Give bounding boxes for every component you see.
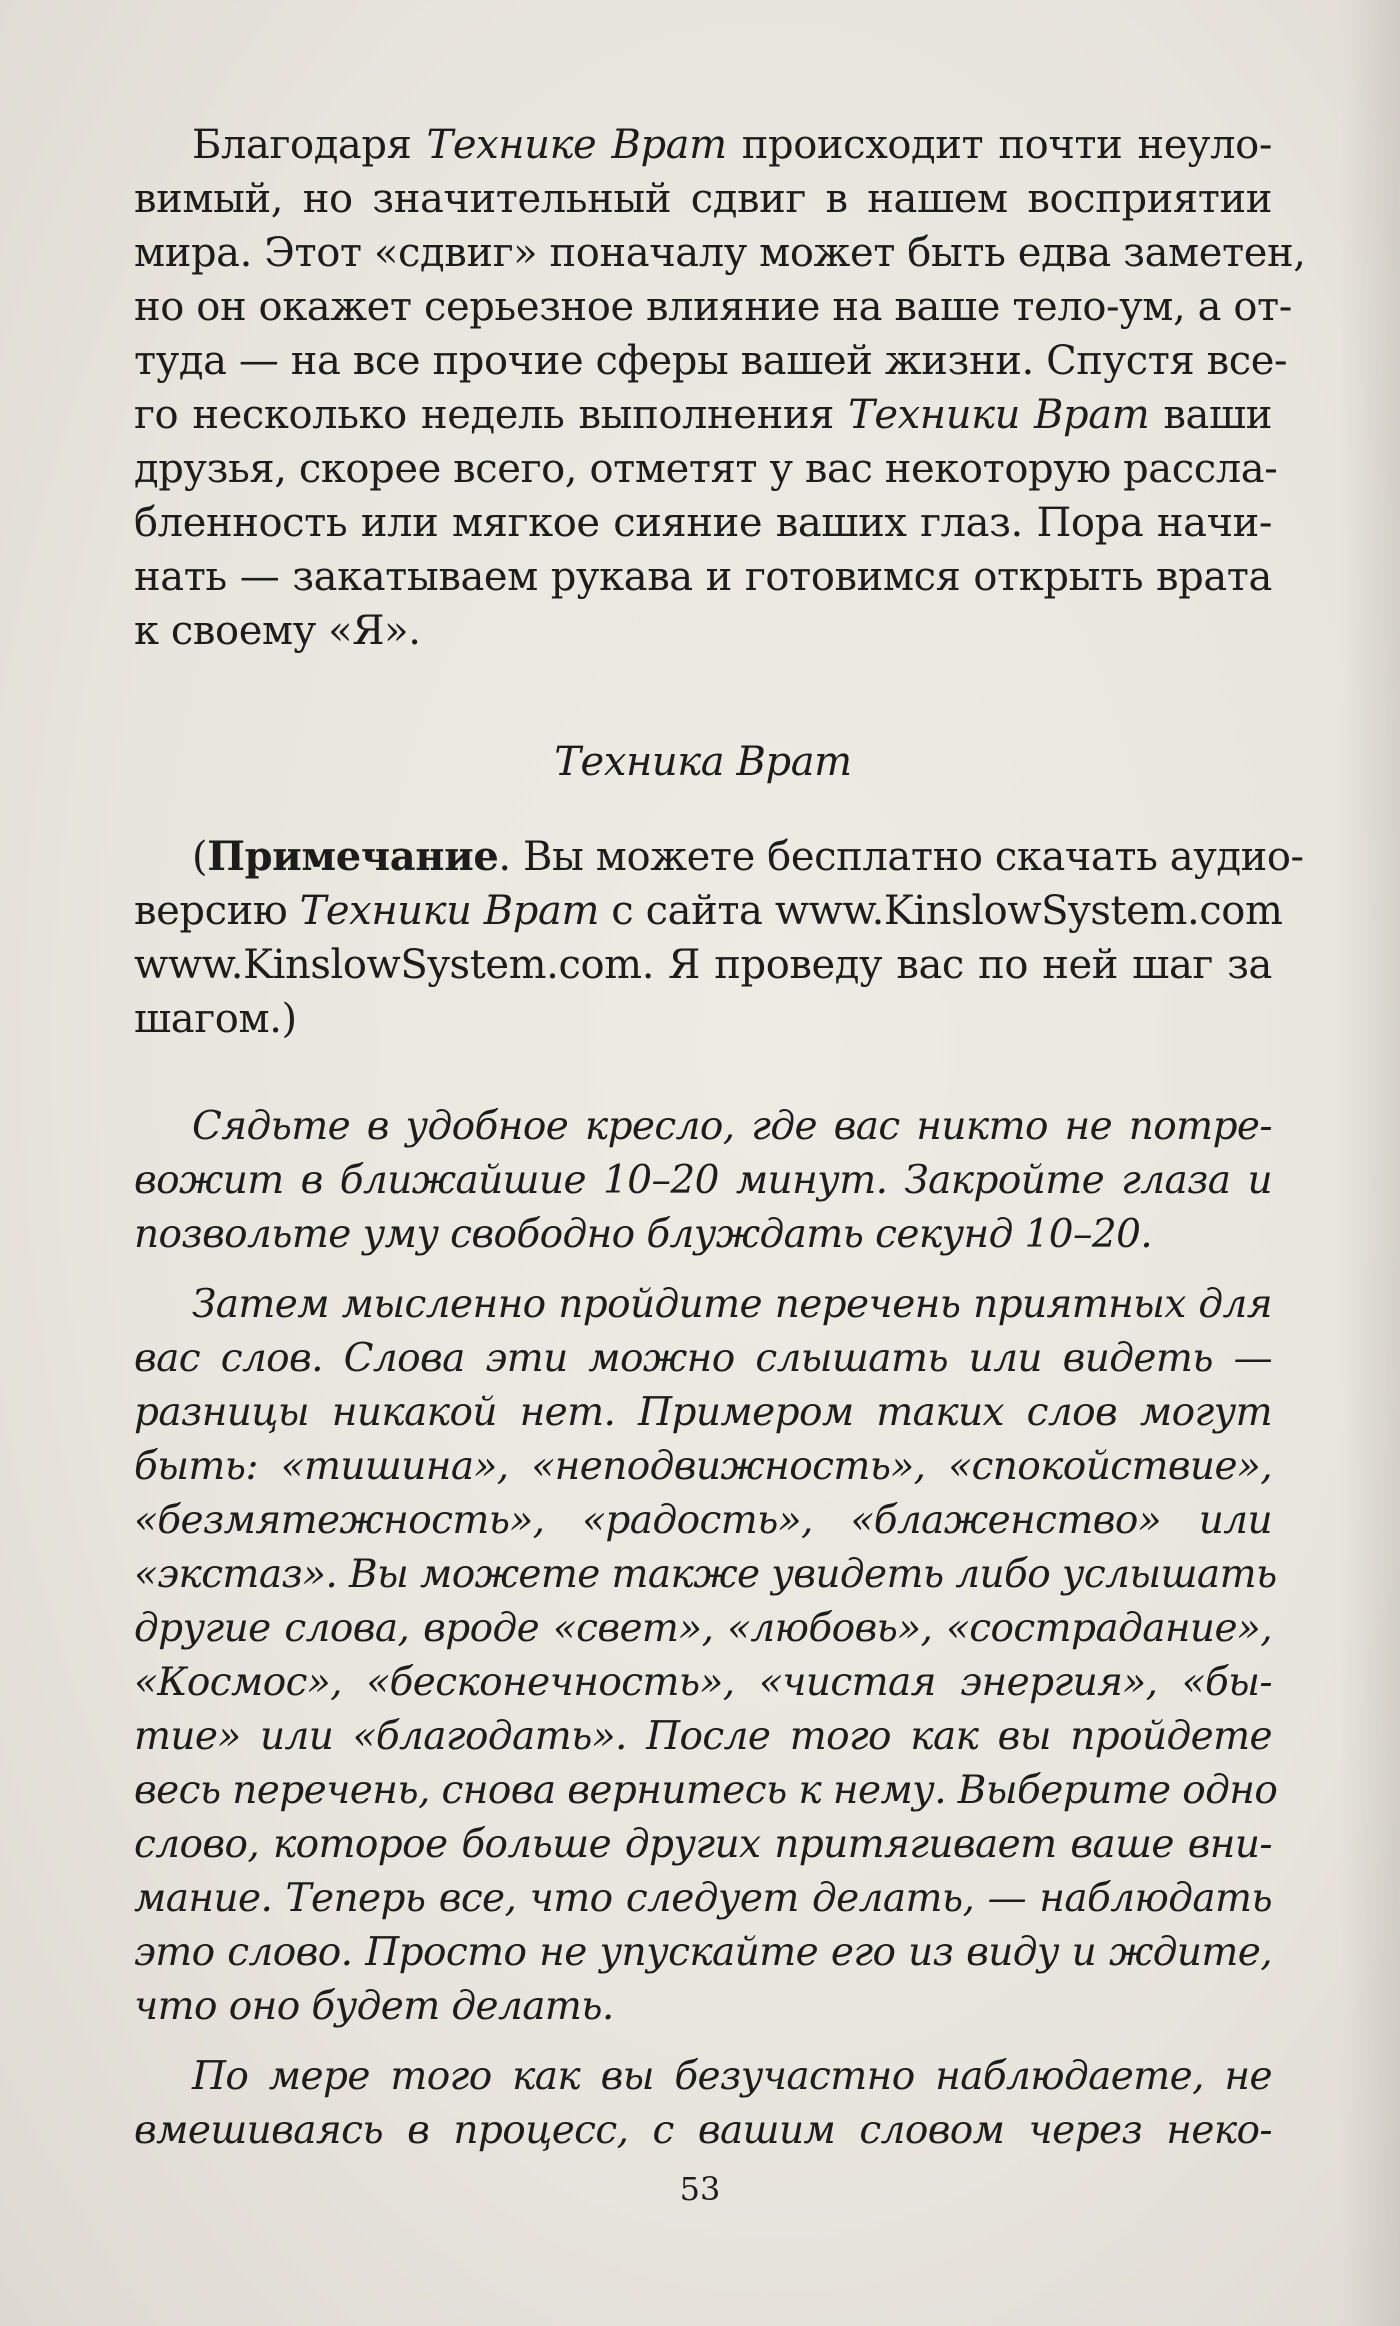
exercise-line: другие слова, вроде «свет», «любовь», «сострадание»,	[134, 1606, 1272, 1651]
intro-text-run: бленность или мягкое сияние ваших глаз. Пора начи-	[134, 500, 1272, 546]
exercise-line: мание. Теперь все, что следует делать, — наблюдать	[134, 1876, 1272, 1921]
note-text-run: . Вы можете бесплатно скачать аудио-	[498, 834, 1304, 880]
intro-text-run: нать — закатываем рукава и готовимся открыть врата	[134, 554, 1272, 600]
note-text-run: Примечание	[207, 833, 499, 880]
page-edge-shadow	[1340, 0, 1400, 2326]
paragraph-gap	[134, 2034, 1272, 2050]
exercise-line: «безмятежность», «радость», «блаженство» или	[134, 1498, 1272, 1543]
note-text-run: Техники Врат	[299, 888, 599, 934]
intro-text-run: происходит почти неуло-	[726, 122, 1272, 168]
intro-line	[134, 442, 1278, 496]
exercise-line: «Космос», «бесконечность», «чистая энергия», «бы-	[134, 1660, 1272, 1705]
exercise-line: весь перечень, снова вернитесь к нему. Выберите одно	[134, 1768, 1278, 1813]
exercise-line: вас слов. Слова эти можно слышать или видеть —	[134, 1336, 1272, 1381]
intro-paragraph	[134, 118, 1306, 658]
intro-line	[134, 280, 1292, 334]
note-text-run: www.KinslowSystem.com. Я проведу вас по ней шаг за	[134, 942, 1272, 988]
intro-line	[134, 496, 1272, 550]
exercise-text	[134, 1100, 1278, 2158]
intro-line	[134, 172, 1272, 226]
note-line	[134, 992, 1272, 1046]
paragraph-gap	[134, 1262, 1272, 1278]
intro-line	[134, 550, 1272, 604]
note-line	[134, 830, 1304, 884]
exercise-line: это слово. Просто не упускайте его из виду и ждите,	[134, 1930, 1272, 1975]
exercise-line: быть: «тишина», «неподвижность», «спокойствие»,	[134, 1444, 1272, 1489]
exercise-line: вожит в ближайшие 10–20 минут. Закройте глаза и	[134, 1158, 1272, 1203]
exercise-line: что оно будет делать.	[134, 1984, 614, 2029]
intro-text-run: мира. Этот «сдвиг» поначалу может быть едва заметен,	[134, 230, 1306, 276]
intro-line	[134, 334, 1288, 388]
exercise-line: позвольте уму свободно блуждать секунд 10–20.	[134, 1212, 1153, 1257]
exercise-line: тие» или «благодать». После того как вы пройдете	[134, 1714, 1272, 1759]
note-line	[134, 884, 1283, 938]
note-line	[134, 938, 1272, 992]
note-text-run: (	[192, 834, 208, 880]
page-number: 53	[679, 2170, 721, 2208]
exercise-line: Сядьте в удобное кресло, где вас никто не потре-	[192, 1104, 1272, 1149]
intro-text-run: Техники Врат	[848, 392, 1150, 438]
intro-text-run: но он окажет серьезное влияние на ваше тело-ум, а от-	[134, 284, 1292, 330]
section-heading: Техника Врат	[554, 739, 852, 785]
note-text-run: шагом.)	[134, 996, 297, 1042]
section-heading-block	[134, 735, 1272, 789]
exercise-line: вмешиваясь в процесс, с вашим словом через неко-	[134, 2108, 1272, 2153]
intro-text-run: к своему «Я».	[134, 608, 421, 654]
note-text-run: с сайта www.KinslowSystem.com	[598, 888, 1283, 934]
exercise-line: По мере того как вы безучастно наблюдаете, не	[192, 2054, 1272, 2099]
exercise-line: «экстаз». Вы можете также увидеть либо услышать	[134, 1552, 1277, 1597]
intro-text-run: туда — на все прочие сферы вашей жизни. Спустя все-	[134, 338, 1288, 384]
intro-text-run: Технике Врат	[426, 122, 727, 168]
intro-line	[134, 118, 1272, 172]
intro-text-run: друзья, скорее всего, отметят у вас некоторую рассла-	[134, 446, 1278, 492]
intro-line	[134, 226, 1306, 280]
exercise-line: слово, которое больше других притягивает ваше вни-	[134, 1822, 1272, 1867]
intro-text-run: го несколько недель выполнения	[134, 392, 849, 438]
intro-line	[134, 388, 1272, 442]
exercise-line: Затем мысленно пройдите перечень приятных для	[192, 1282, 1272, 1327]
intro-text-run: ваши	[1149, 392, 1272, 438]
intro-line	[134, 604, 1272, 658]
note-paragraph	[134, 830, 1304, 1046]
exercise-line: разницы никакой нет. Примером таких слов могут	[134, 1390, 1272, 1435]
note-text-run: версию	[134, 888, 300, 934]
intro-text-run: вимый, но значительный сдвиг в нашем восприятии	[134, 176, 1272, 222]
intro-text-run: Благодаря	[192, 122, 427, 168]
